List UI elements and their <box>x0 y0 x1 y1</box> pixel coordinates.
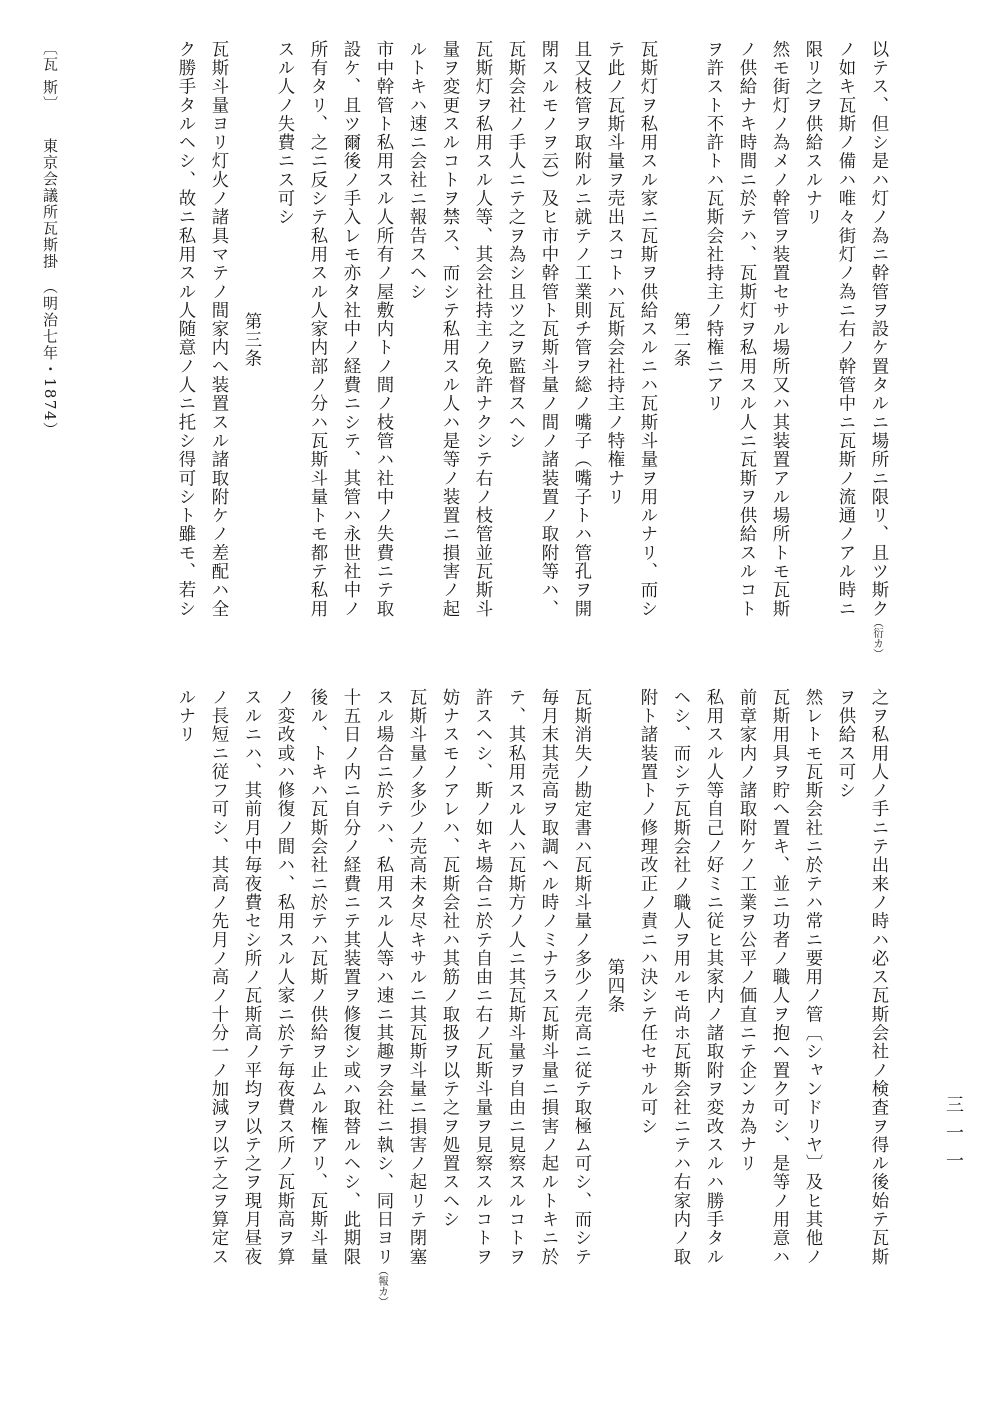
text-column-line: ルトキハ速ニ会社ニ報告スヘシ <box>406 40 426 302</box>
running-footer <box>40 40 61 438</box>
text-column <box>465 688 498 1283</box>
text-column-line: ヘシ、而シテ瓦斯会社ノ職人ヲ用ルモ尚ホ瓦斯会社ニテハ右家内ノ取 <box>670 688 690 1267</box>
text-column-line: 以テス、但シ是ハ灯ノ為ニ幹管ヲ設ケ置タルニ場所ニ限リ、且ツ斯ク <box>868 40 888 619</box>
text-column <box>399 40 432 640</box>
text-column-line: スルニハ、其前月中毎夜費セシ所ノ瓦斯高ノ平均ヲ以テ之ヲ現月昼夜 <box>241 688 261 1267</box>
text-column-line: 前章家内ノ諸取附ケノ工業ヲ公平ノ価直ニテ企ンカ為ナリ <box>736 688 756 1173</box>
text-column-line: ノ長短ニ従フ可シ、其高ノ先月ノ高ノ十分一ノ加減ヲ以テ之ヲ算定ス <box>208 688 228 1267</box>
text-column-line: 瓦斯斗量ヨリ灯火ノ諸具マテノ間家内へ装置スル諸取附ケノ差配ハ全 <box>208 40 228 619</box>
text-column-line: テ此ノ瓦斯斗量ヲ売出スコトハ瓦斯会社持主ノ特権ナリ <box>604 40 624 507</box>
text-column-line: 且又枝管ヲ取附ルニ就テノ工業則チ管ヲ総ノ嘴子（嘴子トハ管孔ヲ開 <box>571 40 591 619</box>
text-column-line: ノ変改或ハ修復ノ間ハ、私用スル人家ニ於テ毎夜費ス所ノ瓦斯高ヲ算 <box>274 688 294 1267</box>
text-column-line: 設ケ、且ツ爾後ノ手入レモ亦タ社中ノ経費ニシテ、其管ハ永世社中ノ <box>340 40 360 619</box>
text-column-line: 後ル、トキハ瓦斯会社ニ於テハ瓦斯ノ供給ヲ止ムル権アリ、瓦斯斗量 <box>307 688 327 1267</box>
text-column <box>366 40 399 640</box>
text-column <box>498 40 531 640</box>
text-column <box>729 40 762 640</box>
text-column <box>696 40 729 640</box>
page-number: 三一一 <box>943 1095 964 1179</box>
text-column <box>465 40 498 640</box>
text-column <box>531 688 564 1283</box>
text-column <box>564 688 597 1283</box>
text-column-line: 然モ街灯ノ為メノ幹管ヲ装置セサル場所又ハ其装置アル場所トモ瓦斯 <box>769 40 789 619</box>
text-column-line: テ、其私用スル人ハ瓦斯方ノ人ニ其瓦斯斗量ヲ自由ニ見察スルコトヲ <box>505 688 525 1267</box>
text-column-line: 私用スル人等自己ノ好ミニ従ヒ其家内ノ諸取附ヲ変改スルハ勝手タル <box>703 688 723 1267</box>
text-column-line: 毎月末其売高ヲ取調ヘル時ノミナラス瓦斯斗量ニ損害ノ起ルトキニ於 <box>538 688 558 1267</box>
text-column <box>564 40 597 640</box>
text-column <box>795 688 828 1283</box>
text-column <box>300 40 333 640</box>
text-column-line: 市中幹管ト私用スル人所有ノ屋敷内トノ間ノ枝管ハ社中ノ失費ニテ取 <box>373 40 393 619</box>
text-column <box>663 688 696 1283</box>
article-heading-text: 第四条 <box>604 957 624 1014</box>
article-heading-text: 第三条 <box>241 312 261 368</box>
text-column <box>762 688 795 1283</box>
text-column <box>168 40 201 640</box>
text-column-line: 瓦斯会社ノ手人ニテ之ヲ為シ且ツ之ヲ監督スヘシ <box>505 40 525 451</box>
text-column-line: 瓦斯消失ノ勘定書ハ瓦斯斗量ノ多少ノ売高ニ従テ取極ム可シ、而シテ <box>571 688 591 1267</box>
footer-category: 〔瓦 斯〕 <box>41 40 59 105</box>
text-column-line: スル人ノ失費ニス可シ <box>274 40 294 227</box>
text-column <box>366 688 399 1308</box>
text-column <box>795 40 828 640</box>
text-column <box>300 688 333 1283</box>
text-column-line: スル場合ニ於テハ、私用スル人等ハ速ニ其趣ヲ会社ニ執シ、同日ヨリ <box>373 688 393 1267</box>
text-column-line: ヲ許スト不許トハ瓦斯会社持主ノ特権ニアリ <box>703 40 723 413</box>
text-column <box>432 40 465 640</box>
editorial-note: （報カ） <box>377 1265 389 1308</box>
text-column <box>531 40 564 640</box>
text-column-line: 之ヲ私用人ノ手ニテ出来ノ時ハ必ス瓦斯会社ノ検査ヲ得ル後始テ瓦斯 <box>868 688 888 1267</box>
editorial-note: （衍カ） <box>872 617 884 660</box>
article-heading <box>663 40 696 640</box>
article-heading <box>597 688 630 1283</box>
text-column <box>828 688 861 1283</box>
text-column-line: 瓦斯用具ヲ貯へ置キ、並ニ功者ノ職人ヲ抱へ置ク可シ、是等ノ用意ハ <box>769 688 789 1267</box>
text-column-line: ヲ供給ス可シ <box>835 688 855 800</box>
text-column <box>432 688 465 1283</box>
footer-date: （明治七年・1874） <box>41 286 59 439</box>
text-column-line: ノ如キ瓦斯ノ備ハ唯々街灯ノ為ニ右ノ幹管中ニ瓦斯ノ流通ノアル時ニ <box>835 40 855 619</box>
text-column-line: 閉スルモノヲ云）及ヒ市中幹管ト瓦斯斗量ノ間ノ諸装置ノ取附等ハ、 <box>538 40 558 619</box>
article-heading <box>234 40 267 640</box>
text-column <box>861 688 894 1283</box>
text-column-line: 附ト諸装置トノ修理改正ノ責ニハ決シテ任セサル可シ <box>637 688 657 1136</box>
text-column-line: 許スヘシ、斯ノ如キ場合ニ於テ自由ニ右ノ瓦斯斗量ヲ見察スルコトヲ <box>472 688 492 1267</box>
text-column <box>399 688 432 1283</box>
text-column-line: ノ供給ナキ時間ニ於テハ、瓦斯灯ヲ私用スル人ニ瓦斯ヲ供給スルコト <box>736 40 756 619</box>
text-column <box>201 688 234 1283</box>
text-column <box>498 688 531 1283</box>
text-column-line: 瓦斯灯ヲ私用スル家ニ瓦斯ヲ供給スルニハ瓦斯斗量ヲ用ルナリ、而シ <box>637 40 657 619</box>
text-column <box>729 688 762 1283</box>
text-column-line: 瓦斯灯ヲ私用スル人等、其会社持主ノ免許ナクシテ右ノ枝管並瓦斯斗 <box>472 40 492 619</box>
text-column <box>630 40 663 640</box>
text-column <box>267 688 300 1283</box>
footer-source: 東京会議所瓦斯掛 <box>41 137 59 270</box>
text-column <box>696 688 729 1283</box>
text-column <box>828 40 861 640</box>
text-column <box>267 40 300 640</box>
text-column <box>597 40 630 640</box>
text-column-line: 然レトモ瓦斯会社ニ於テハ常ニ要用ノ管〔シャンドリヤ〕及ヒ其他ノ <box>802 688 822 1267</box>
text-column <box>333 40 366 640</box>
text-column-line: 所有タリ、之ニ反シテ私用スル人家内部ノ分ハ瓦斯斗量トモ都テ私用 <box>307 40 327 619</box>
text-column-line: 妨ナスモノアレハ、瓦斯会社ハ其筋ノ取扱ヲ以テ之ヲ処置スヘシ <box>439 688 459 1229</box>
text-column <box>861 40 894 660</box>
text-column <box>234 688 267 1283</box>
text-column-line: 限リ之ヲ供給スルナリ <box>802 40 822 227</box>
upper-text-block <box>114 40 894 660</box>
text-column <box>762 40 795 640</box>
text-column <box>201 40 234 640</box>
text-column <box>168 688 201 1283</box>
text-column <box>630 688 663 1283</box>
lower-text-block <box>94 688 894 1308</box>
article-heading-text: 第二条 <box>670 312 690 368</box>
text-column-line: 十五日ノ内ニ自分ノ経費ニテ其装置ヲ修復シ或ハ取替ルヘシ、此期限 <box>340 688 360 1267</box>
text-column <box>333 688 366 1283</box>
text-column-line: 瓦斯斗量ノ多少ノ売高未タ尽キサルニ其瓦斯斗量ニ損害ノ起リテ閉塞 <box>406 688 426 1267</box>
text-column-line: ク勝手タルヘシ、故ニ私用スル人随意ノ人ニ托シ得可シト雖モ、若シ <box>175 40 195 619</box>
text-column-line: 量ヲ変更スルコトヲ禁ス、而シテ私用スル人ハ是等ノ装置ニ損害ノ起 <box>439 40 459 619</box>
text-column-line: ルナリ <box>175 688 195 744</box>
